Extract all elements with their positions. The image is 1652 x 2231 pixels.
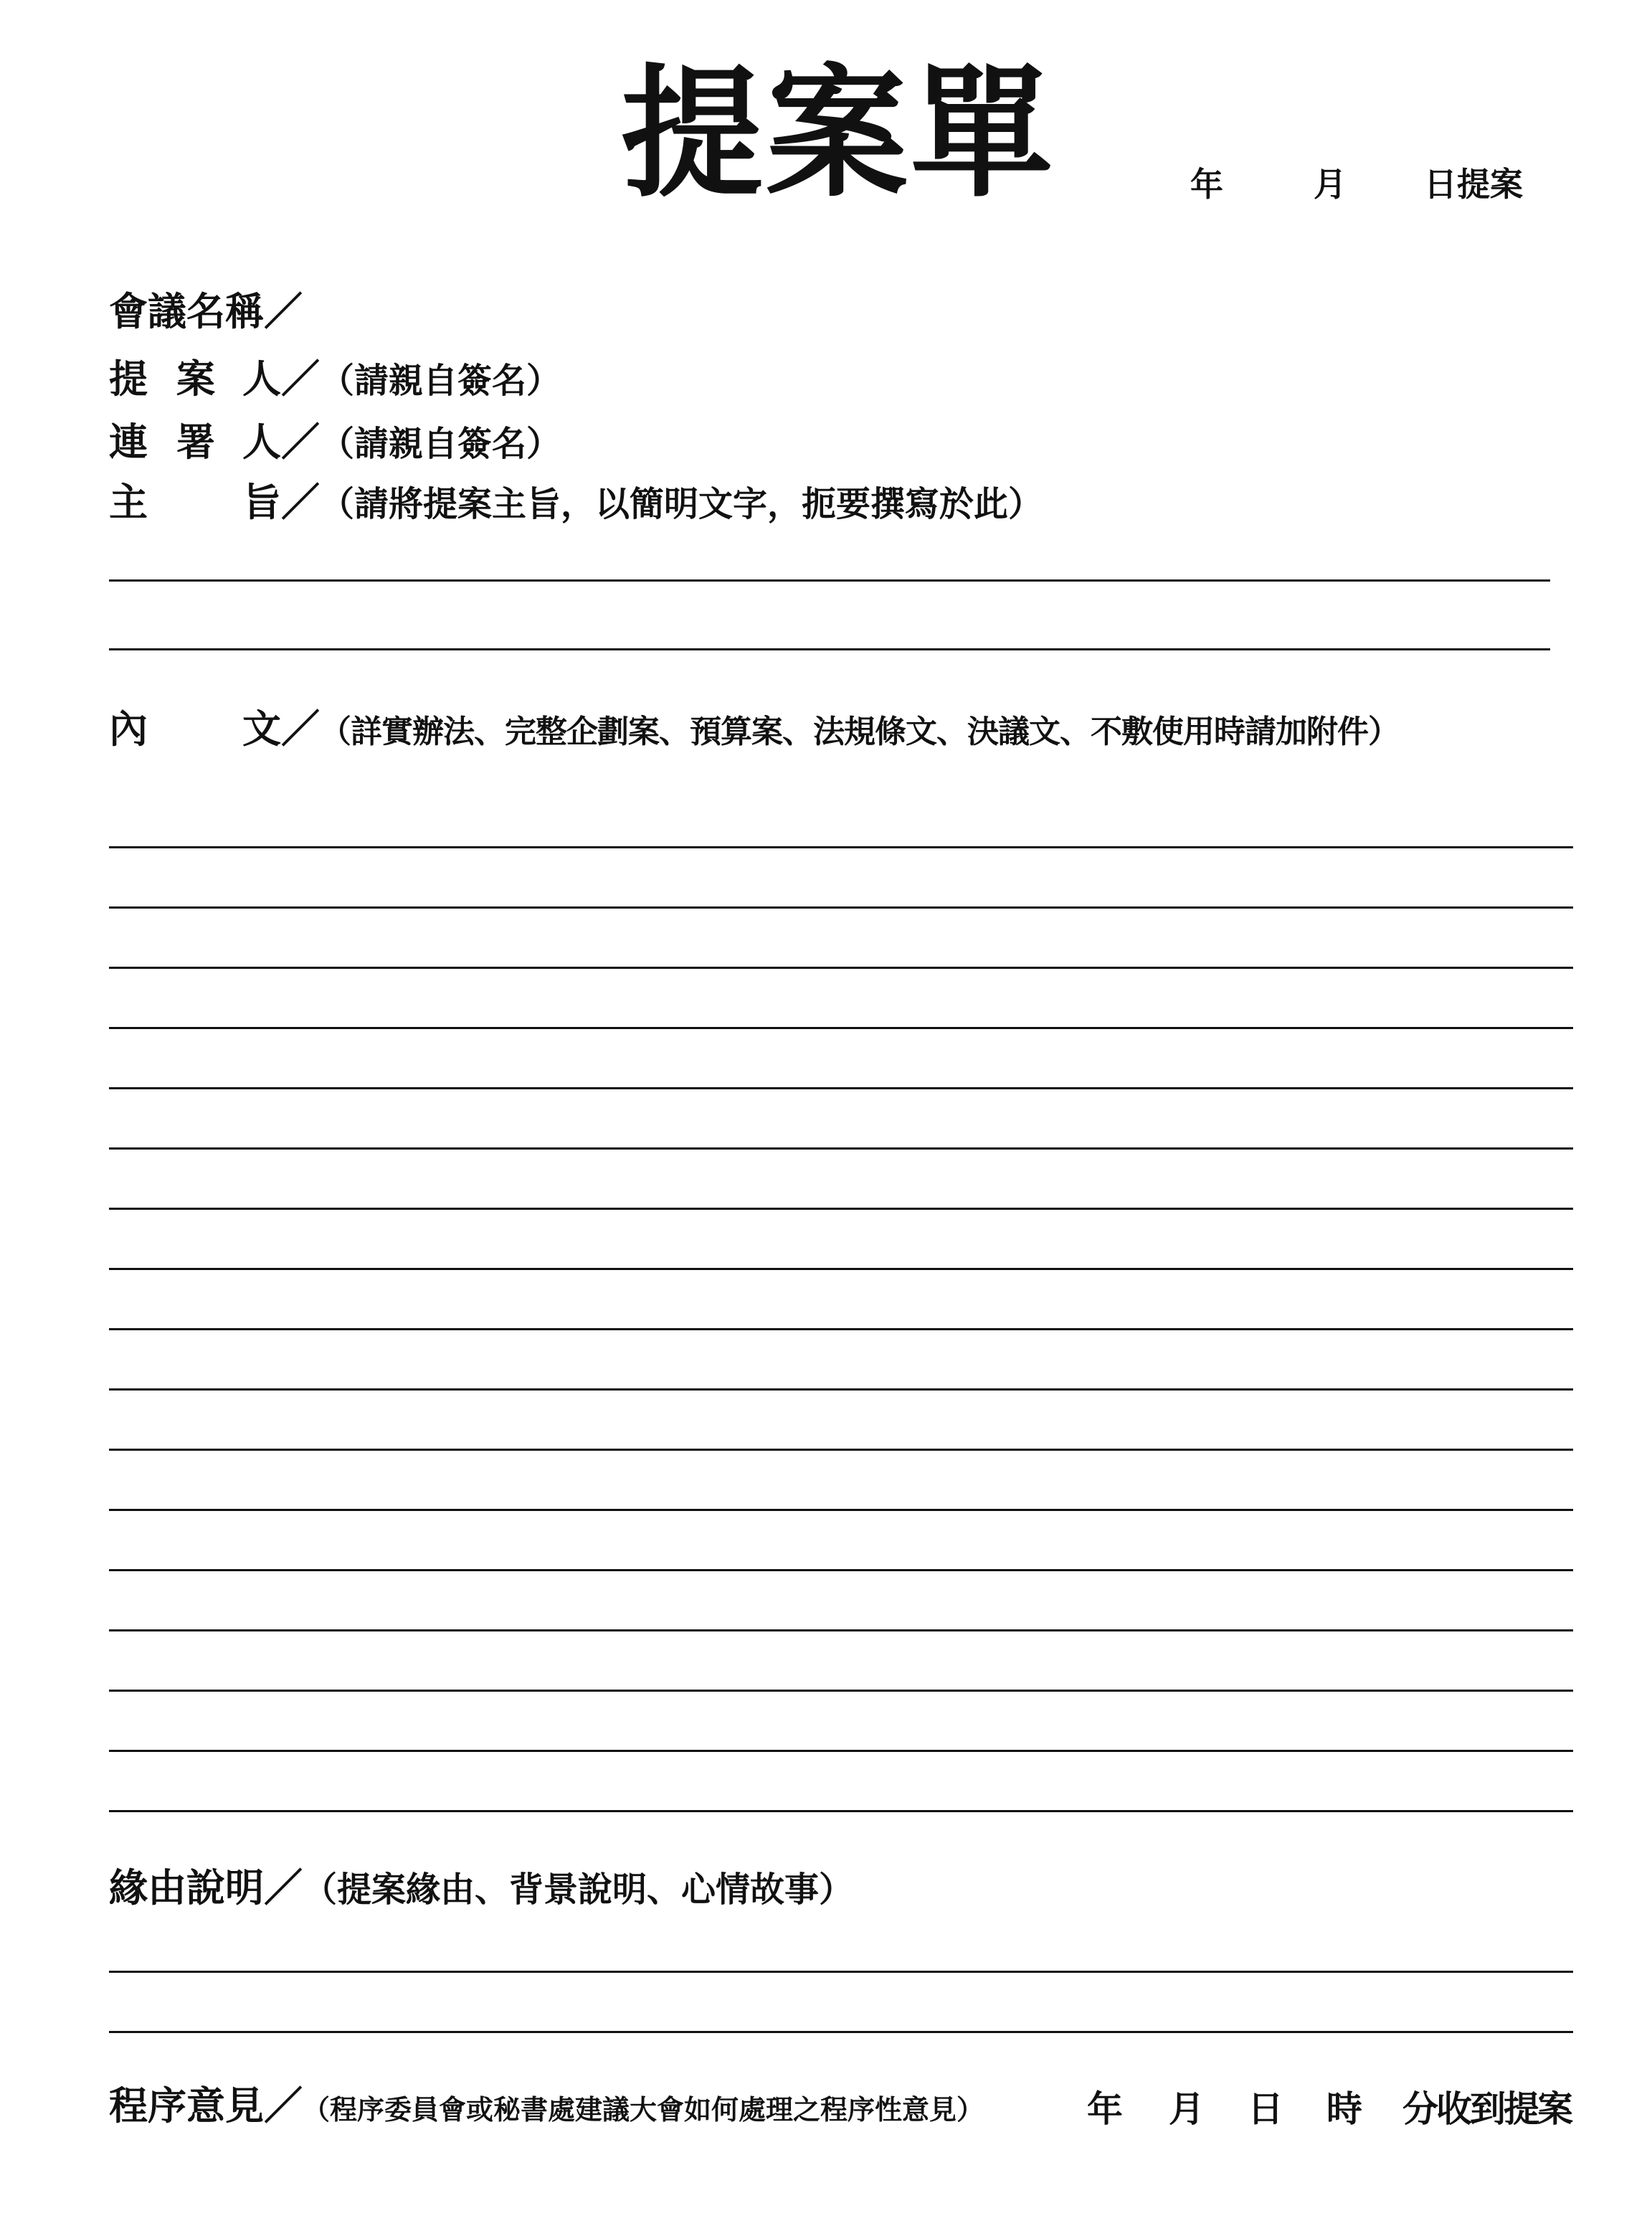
procedure-month-label: 月	[1169, 2088, 1205, 2130]
content-line	[109, 1569, 1573, 1571]
content-separator: ／	[281, 706, 320, 752]
proposer-hint: （請親自簽名）	[320, 361, 561, 401]
subject-line	[109, 648, 1550, 650]
content-line	[109, 1268, 1573, 1270]
meeting-name-separator: ／	[264, 289, 303, 334]
content-label-char-2: 文	[242, 706, 281, 752]
reason-separator: ／	[264, 1865, 303, 1910]
content-line	[109, 1388, 1573, 1391]
content-hint: （詳實辦法、完整企劃案、預算案、法規條文、決議文、不敷使用時請加附件）	[320, 714, 1399, 750]
subject-label-char-1: 主	[109, 480, 148, 525]
reason-hint: （提案緣由、背景說明、心情故事）	[303, 1870, 854, 1910]
content-line	[109, 1810, 1573, 1812]
procedure-hint: （程序委員會或秘書處建議大會如何處理之程序性意見）	[303, 2094, 984, 2126]
form-title: 提案單	[621, 51, 1055, 217]
proposer-field	[109, 356, 561, 402]
content-line	[109, 846, 1573, 848]
content-line	[109, 1208, 1573, 1210]
reason-line	[109, 1971, 1573, 1973]
cosigner-hint: （請親自簽名）	[320, 424, 561, 464]
header-year-label: 年	[1190, 165, 1223, 204]
proposer-label-char-1: 提	[109, 356, 148, 402]
proposer-label-char-2: 案	[176, 356, 215, 402]
reason-field	[109, 1865, 854, 1910]
content-field	[109, 706, 1399, 752]
cosigner-label-char-1: 連	[109, 420, 148, 465]
cosigner-field	[109, 420, 561, 465]
header-month-label: 月	[1314, 165, 1347, 204]
proposer-label-char-3: 人	[242, 356, 281, 402]
reason-line	[109, 2031, 1573, 2033]
content-line	[109, 1449, 1573, 1451]
reason-label: 緣由說明	[109, 1865, 264, 1910]
procedure-day-label: 日	[1248, 2088, 1283, 2130]
cosigner-label-char-3: 人	[242, 420, 281, 465]
content-line	[109, 1750, 1573, 1752]
header-day-label: 日提案	[1424, 165, 1523, 204]
procedure-year-label: 年	[1087, 2088, 1123, 2130]
content-line	[109, 1027, 1573, 1029]
subject-separator: ／	[281, 480, 320, 525]
subject-line	[109, 579, 1550, 582]
cosigner-separator: ／	[281, 420, 320, 465]
content-line	[109, 1087, 1573, 1089]
cosigner-label-char-2: 署	[176, 420, 215, 465]
procedure-hour-label: 時	[1326, 2088, 1362, 2130]
procedure-label: 程序意見	[109, 2083, 264, 2128]
content-line	[109, 1690, 1573, 1692]
content-line	[109, 967, 1573, 969]
proposer-separator: ／	[281, 356, 320, 402]
subject-field	[109, 480, 1043, 525]
content-line	[109, 1509, 1573, 1511]
procedure-separator: ／	[264, 2083, 303, 2128]
content-line	[109, 906, 1573, 909]
procedure-field	[109, 2083, 984, 2128]
content-line	[109, 1328, 1573, 1330]
content-label-char-1: 內	[109, 706, 148, 752]
meeting-name-label: 會議名稱	[109, 289, 264, 334]
subject-hint: （請將提案主旨，以簡明文字，扼要撰寫於此）	[320, 484, 1043, 524]
content-line	[109, 1629, 1573, 1631]
content-line	[109, 1147, 1573, 1150]
meeting-name-field	[109, 289, 303, 334]
procedure-received-label: 分收到提案	[1402, 2088, 1571, 2130]
subject-label-char-2: 旨	[242, 480, 281, 525]
